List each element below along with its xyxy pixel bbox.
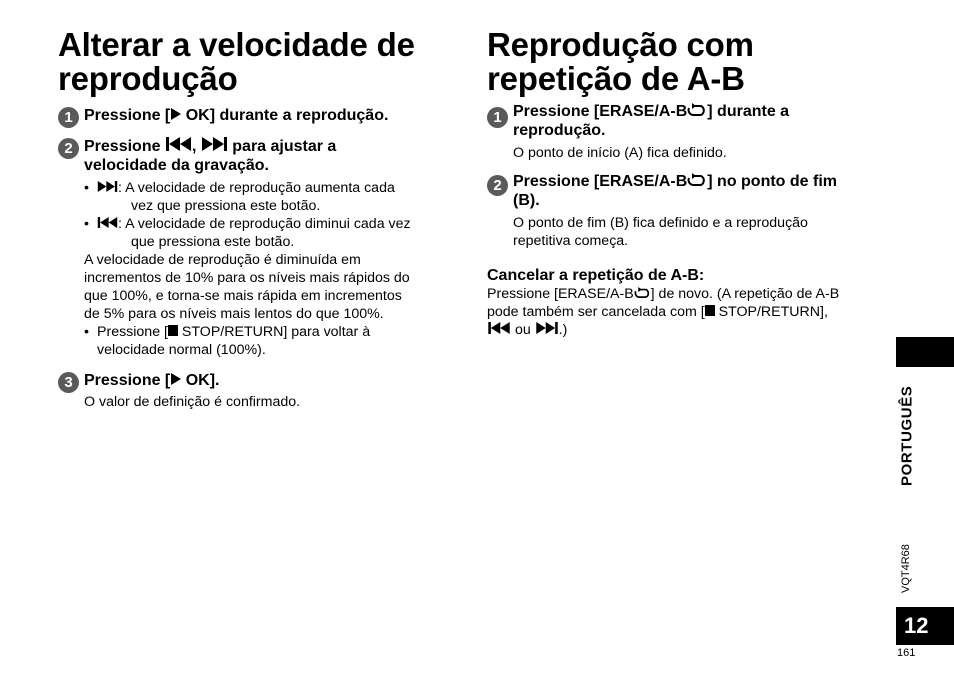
model-code: VQT4R68 bbox=[900, 544, 912, 594]
play-icon bbox=[170, 108, 181, 120]
speed-step-2 bbox=[58, 137, 458, 359]
step-result: O ponto de início (A) fica definido. bbox=[513, 145, 727, 161]
section-title-ab-repeat: Reprodução com repetição de A-B bbox=[487, 26, 754, 97]
language-tab-marker bbox=[896, 337, 954, 367]
step-number-badge: 3 bbox=[58, 372, 79, 393]
step-details bbox=[84, 179, 458, 359]
step-instruction: Pressione [ERASE/A-B ] no ponto de fim (B). bbox=[513, 173, 838, 209]
section-playback-speed bbox=[58, 28, 458, 417]
skip-back-icon bbox=[97, 217, 118, 228]
step-number-badge: 1 bbox=[487, 107, 508, 128]
ab-step-2 bbox=[487, 172, 891, 250]
repeat-icon bbox=[687, 103, 707, 116]
section-ab-repeat bbox=[487, 28, 891, 339]
bullet-item: • : A velocidade de reprodução diminui cada vez que pressiona este botão. bbox=[84, 215, 458, 251]
skip-back-icon bbox=[487, 322, 511, 334]
speed-step-1 bbox=[58, 106, 458, 125]
repeat-icon bbox=[634, 287, 651, 298]
step-number-badge: 2 bbox=[487, 175, 508, 196]
cancel-ab-heading: Cancelar a repetição de A-B: bbox=[487, 267, 705, 284]
step-instruction: Pressione [ERASE/A-B ] durante a reprodução. bbox=[513, 103, 790, 139]
page-number: 12 bbox=[896, 607, 954, 645]
step-instruction: Pressione , para ajustar a velocidade da gravação. bbox=[84, 138, 337, 174]
page-total: 161 bbox=[897, 647, 916, 659]
bullet-item: • Pressione [ STOP/RETURN] para voltar à velocidade normal (100%). bbox=[84, 323, 458, 359]
skip-forward-icon bbox=[97, 181, 118, 192]
step-number-badge: 2 bbox=[58, 138, 79, 159]
language-label: PORTUGUÊS bbox=[898, 385, 916, 487]
step-number-badge: 1 bbox=[58, 107, 79, 128]
skip-forward-icon bbox=[201, 137, 228, 151]
bullet-item: • : A velocidade de reprodução aumenta cada vez que pressiona este botão. bbox=[84, 179, 458, 215]
skip-forward-icon bbox=[535, 322, 559, 334]
stop-icon bbox=[168, 325, 178, 336]
ab-step-1 bbox=[487, 102, 891, 162]
step-instruction: Pressione [ OK]. bbox=[84, 372, 220, 389]
play-icon bbox=[170, 373, 181, 385]
repeat-icon bbox=[687, 173, 707, 186]
stop-icon bbox=[705, 305, 715, 316]
speed-increment-note: A velocidade de reprodução é diminuída em incrementos de 10% para os níveis mais rápidos do que 100%, e torna-se mais rápida em incrementos de 5% para os níveis mais lentos do que 100%. bbox=[84, 252, 410, 322]
step-result: O valor de definição é confirmado. bbox=[84, 394, 301, 410]
step-instruction: Pressione [ OK] durante a reprodução. bbox=[84, 107, 389, 124]
step-result: O ponto de fim (B) fica definido e a reprodução repetitiva começa. bbox=[513, 215, 808, 249]
cancel-ab-text: Pressione [ERASE/A-B ] de novo. (A repetição de A-B pode também ser cancelada com [ STOP/RETURN], ou .) bbox=[487, 286, 840, 338]
section-title-speed: Alterar a velocidade de reprodução bbox=[58, 26, 415, 97]
skip-back-icon bbox=[165, 137, 192, 151]
speed-step-3 bbox=[58, 371, 458, 411]
